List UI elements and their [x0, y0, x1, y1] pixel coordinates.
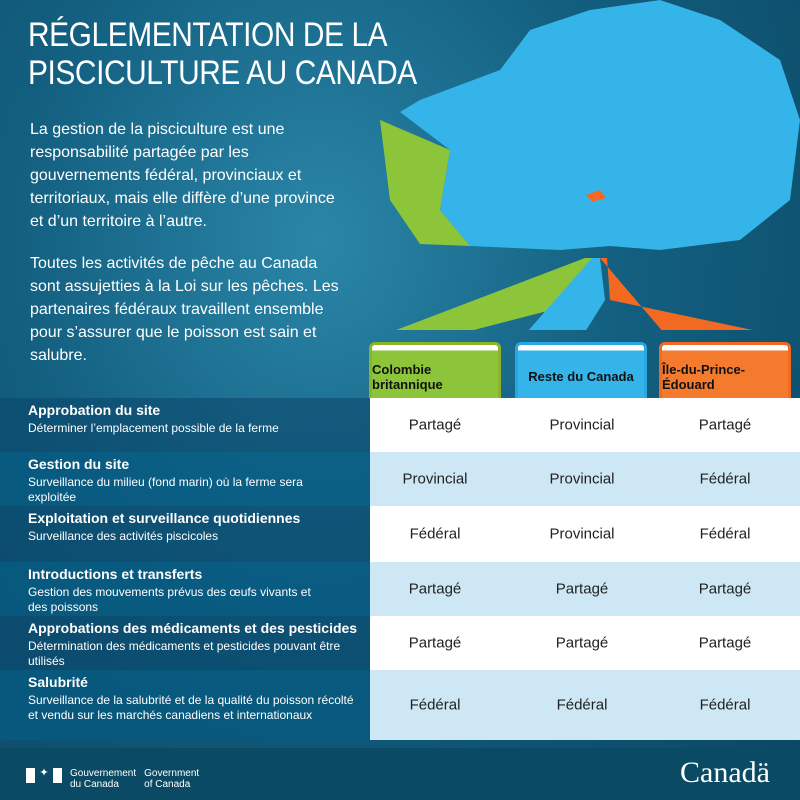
table-row	[0, 616, 800, 670]
cell-rest: Fédéral	[556, 696, 608, 714]
footer	[0, 748, 800, 800]
column-header-pei: Île-du-Prince-Édouard	[659, 342, 791, 398]
cell-rest: Provincial	[549, 416, 615, 434]
cell-pei: Fédéral	[699, 696, 751, 714]
row-desc: Surveillance de la salubrité et de la qualité du poisson récolté et vendu sur les marchés canadiens et internationaux	[28, 693, 354, 722]
map-rest-of-canada	[400, 0, 800, 250]
cell-rest: Provincial	[549, 470, 615, 488]
gov-fr: du Canada	[70, 779, 119, 790]
cell-bc: Fédéral	[409, 696, 461, 714]
cell-rest: Partagé	[555, 634, 609, 652]
row-title: Approbation du site	[28, 402, 161, 418]
canada-map	[360, 0, 800, 330]
column-header-bc: Colombie britannique	[369, 342, 501, 398]
row-desc: Gestion des mouvements prévus des œufs vivants et des poissons	[28, 585, 311, 614]
row-desc: Déterminer l’emplacement possible de la ferme	[28, 421, 279, 435]
canada-wordmark: Canadä	[680, 756, 770, 789]
cell-pei: Partagé	[698, 416, 752, 434]
row-desc: Surveillance du milieu (fond marin) où la ferme sera exploitée	[28, 475, 303, 504]
cell-bc: Provincial	[402, 470, 468, 488]
gov-fr: Gouvernement	[70, 768, 137, 779]
cell-pei: Partagé	[698, 634, 752, 652]
row-desc: Détermination des médicaments et pesticides pouvant être utilisés	[28, 639, 341, 668]
table-row	[0, 562, 800, 616]
title-line: RÉGLEMENTATION DE LA	[28, 16, 388, 54]
intro-paragraph: La gestion de la pisciculture est une responsabilité partagée par les gouvernements fédéral, provinciaux et territoriaux, mais elle diffère d’une province et d’un territoire à l’autre.	[30, 121, 335, 230]
row-title: Gestion du site	[28, 456, 130, 472]
cell-rest: Partagé	[555, 580, 609, 598]
row-title: Introductions et transferts	[28, 566, 203, 582]
row-title: Exploitation et surveillance quotidiennes	[28, 510, 301, 526]
row-title: Approbations des médicaments et des pesticides	[28, 620, 358, 636]
government-signature	[26, 768, 199, 790]
cell-bc: Fédéral	[409, 525, 461, 543]
table-row	[0, 452, 800, 506]
cell-bc: Partagé	[408, 634, 462, 652]
row-title: Salubrité	[28, 674, 88, 690]
gov-en: of Canada	[144, 779, 191, 790]
cell-pei: Fédéral	[699, 525, 751, 543]
cell-pei: Fédéral	[699, 470, 751, 488]
column-header-rest: Reste du Canada	[515, 342, 647, 398]
row-desc: Surveillance des activités piscicoles	[28, 529, 219, 543]
table-row	[0, 670, 800, 740]
cell-bc: Partagé	[408, 580, 462, 598]
intro-paragraph: Toutes les activités de pêche au Canada sont assujetties à la Loi sur les pêches. Les partenaires fédéraux travaillent ensemble pour s’assurer que le poisson est sain et salubre.	[30, 255, 339, 364]
cell-rest: Provincial	[549, 525, 615, 543]
table-row	[0, 398, 800, 452]
table-row	[0, 506, 800, 562]
canada-flag-icon: ✦	[26, 768, 62, 783]
gov-en: Government	[144, 768, 200, 779]
cell-bc: Partagé	[408, 416, 462, 434]
title-line: PISCICULTURE AU CANADA	[28, 54, 417, 92]
page-title	[28, 16, 417, 92]
connector-pei	[600, 258, 800, 330]
cell-pei: Partagé	[698, 580, 752, 598]
